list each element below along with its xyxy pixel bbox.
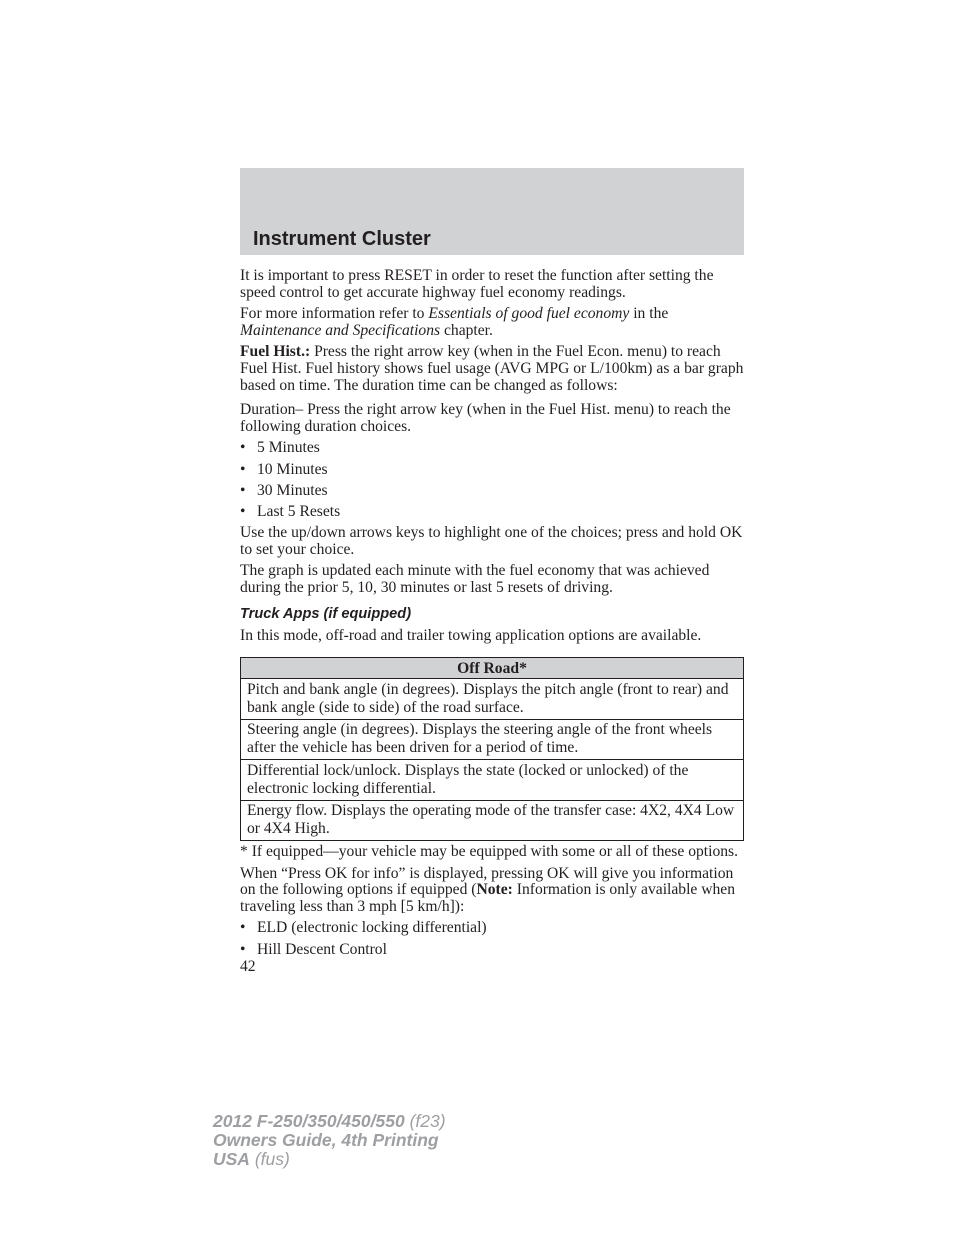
text: Information is only available when traveling less than 3 mph [5 km/h]): bbox=[240, 881, 736, 915]
table-header: Off Road* bbox=[241, 658, 744, 679]
bullet-icon: • bbox=[240, 439, 246, 457]
term-fuel-hist: Fuel Hist.: bbox=[240, 343, 311, 361]
paragraph-more-info bbox=[240, 306, 744, 339]
bullet-icon: • bbox=[240, 502, 246, 520]
list-item bbox=[240, 462, 744, 479]
list-item-text: Last 5 Resets bbox=[257, 502, 341, 520]
paragraph-press-ok bbox=[240, 866, 744, 916]
info-options-list bbox=[240, 920, 744, 958]
list-item bbox=[240, 483, 744, 500]
table-row bbox=[241, 679, 744, 720]
reference-fuel-economy: Essentials of good fuel economy bbox=[428, 305, 630, 323]
bullet-icon: • bbox=[240, 919, 246, 937]
footer-model-code: (f23) bbox=[404, 1111, 446, 1131]
footer-model: 2012 F-250/350/450/550 bbox=[213, 1111, 405, 1131]
table-row bbox=[241, 760, 744, 801]
list-item bbox=[240, 440, 744, 457]
paragraph-use-arrows: Use the up/down arrows keys to highlight one of the choices; press and hold OK to set your choice. bbox=[240, 524, 743, 558]
footer-line: Owners Guide, 4th Printing bbox=[213, 1130, 439, 1150]
subheading-truck-apps: Truck Apps (if equipped) bbox=[240, 606, 412, 623]
footer-line bbox=[213, 1150, 446, 1169]
section-title: Instrument Cluster bbox=[253, 228, 431, 250]
paragraph-fuel-hist bbox=[240, 344, 744, 394]
footer-market-code: (fus) bbox=[249, 1149, 290, 1169]
list-item bbox=[240, 942, 744, 959]
bullet-icon: • bbox=[240, 940, 246, 958]
page-number: 42 bbox=[240, 958, 256, 976]
paragraph-mode-info: In this mode, off-road and trailer towing application options are available. bbox=[240, 627, 702, 645]
list-item bbox=[240, 504, 744, 521]
footer-market: USA bbox=[213, 1149, 250, 1169]
list-item bbox=[240, 920, 744, 937]
reference-maintenance-chapter: Maintenance and Specifications bbox=[240, 321, 441, 339]
paragraph-reset-note: It is important to press RESET in order to reset the function after setting the speed control to get accurate highway fuel economy readings. bbox=[240, 267, 714, 301]
list-item-text: 30 Minutes bbox=[257, 481, 328, 499]
text: in the bbox=[629, 305, 669, 323]
list-item-text: 5 Minutes bbox=[257, 439, 320, 457]
text: Press the right arrow key (when in the Fuel Econ. menu) to reach Fuel Hist. Fuel history shows fuel usage (AVG MPG or L/100km) as a bar graph based on time. The duration time can be changed as follows: bbox=[240, 343, 744, 394]
footer-line bbox=[213, 1112, 446, 1131]
bullet-icon: • bbox=[240, 460, 246, 478]
paragraph-duration: Duration– Press the right arrow key (when in the Fuel Hist. menu) to reach the following duration choices. bbox=[240, 401, 731, 435]
paragraph-footnote: * If equipped—your vehicle may be equipped with some or all of these options. bbox=[240, 843, 739, 861]
list-item-text: Hill Descent Control bbox=[257, 940, 387, 958]
document-footer bbox=[213, 1112, 446, 1169]
paragraph-graph-update: The graph is updated each minute with the fuel economy that was achieved during the prior 5, 10, 30 minutes or last 5 resets of driving. bbox=[240, 562, 710, 596]
table-header-row bbox=[241, 658, 744, 679]
duration-choices-list bbox=[240, 440, 744, 520]
page-content bbox=[240, 268, 744, 976]
text: For more information refer to bbox=[240, 305, 429, 323]
offroad-table bbox=[240, 657, 744, 841]
list-item-text: 10 Minutes bbox=[257, 460, 328, 478]
bullet-icon: • bbox=[240, 481, 246, 499]
list-item-text: ELD (electronic locking differential) bbox=[257, 919, 487, 937]
table-cell: Steering angle (in degrees). Displays the steering angle of the front wheels after the vehicle has been driven for a period of time. bbox=[241, 719, 744, 760]
text: When “Press OK for info” is displayed, pressing OK will give you information on the following options if equipped ( bbox=[240, 864, 734, 899]
table-row bbox=[241, 800, 744, 841]
table-cell: Differential lock/unlock. Displays the state (locked or unlocked) of the electronic locking differential. bbox=[241, 760, 744, 801]
table-cell: Pitch and bank angle (in degrees). Displays the pitch angle (front to rear) and bank angle (side to side) of the road surface. bbox=[241, 679, 744, 720]
table-cell: Energy flow. Displays the operating mode of the transfer case: 4X2, 4X4 Low or 4X4 High. bbox=[241, 800, 744, 841]
table-row bbox=[241, 719, 744, 760]
section-header-band bbox=[240, 168, 744, 255]
term-note: Note: bbox=[476, 881, 513, 899]
text: chapter. bbox=[440, 321, 493, 339]
